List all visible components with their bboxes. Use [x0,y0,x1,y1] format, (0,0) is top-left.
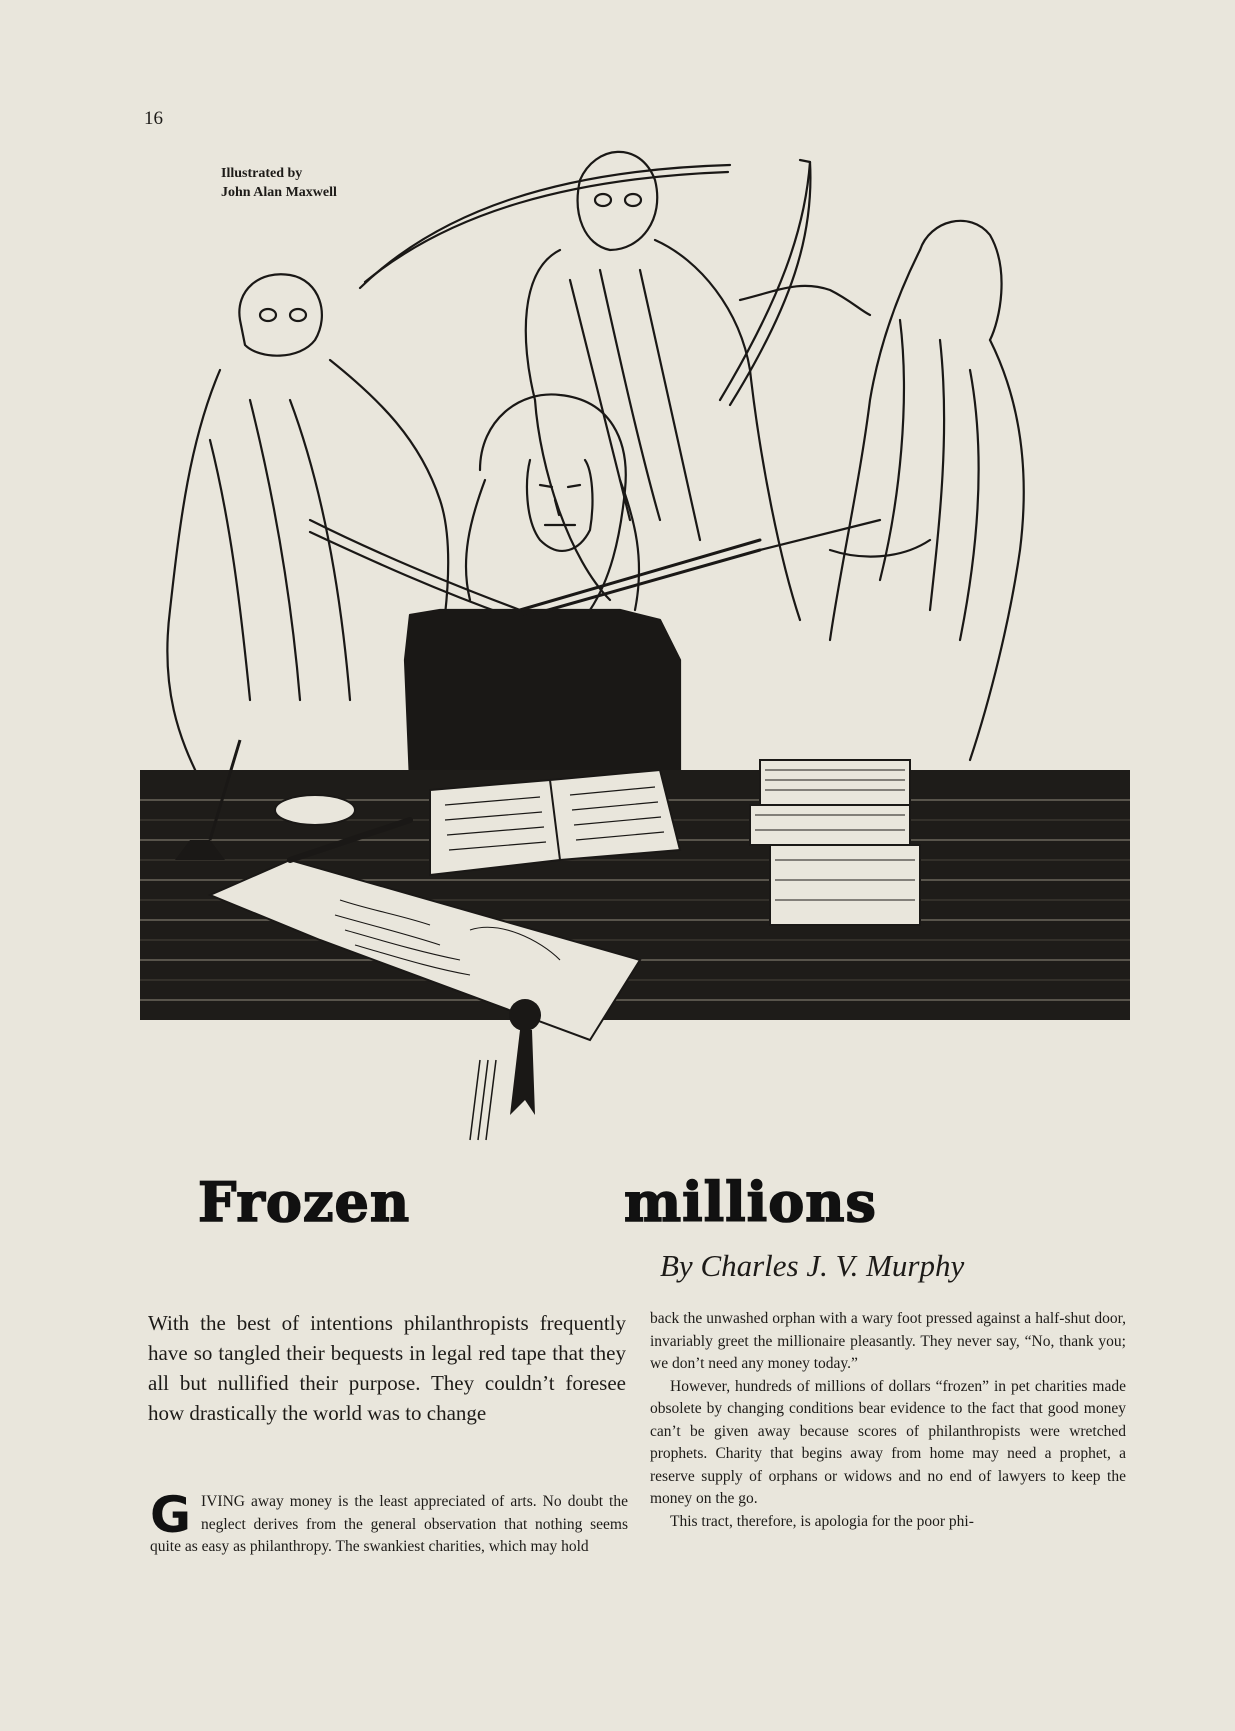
drop-cap: G [150,1486,192,1544]
credit-line-2: John Alan Maxwell [221,185,337,200]
article-text-left: IVING away money is the least appreciated of arts. No doubt the neglect derives from the general observation that nothing seems quite as easy as philanthropy. The swankiest charities, which may hold [150,1493,628,1555]
article-deck: With the best of intentions philanthropists frequently have so tangled their bequests in legal red tape that they all but nullified their purpose. They couldn’t foresee how drastically the world was to change [148,1311,626,1425]
article-paragraph: This tract, therefore, is apologia for the poor phi- [670,1512,974,1530]
credit-line-1: Illustrated by [221,166,303,181]
article-title-right: millions [624,1170,877,1234]
grim-reapers-and-judge-illustration [140,140,1130,1200]
article-column-left [150,1486,628,1559]
byline: By Charles J. V. Murphy [660,1248,965,1283]
page-number: 16 [144,108,163,129]
article-paragraph: However, hundreds of millions of dollars “frozen” in pet charities made obsolete by changing conditions bear evidence to the fact that good money can’t be given away because scores of philanthropists were wretched prophets. Charity that begins away from home may need a prophet, a reserve supply of orphans or widows and no end of lawyers to keep the money on the go. [650,1377,1126,1507]
article-title-left: Frozen [198,1170,411,1234]
article-column-right [650,1308,1126,1533]
article-paragraph [150,1486,628,1559]
article-paragraph: back the unwashed orphan with a wary foot pressed against a half-shut door, invariably greet the millionaire pleasantly. They never say, “No, thank you; we don’t need any money today.” [650,1310,1126,1372]
